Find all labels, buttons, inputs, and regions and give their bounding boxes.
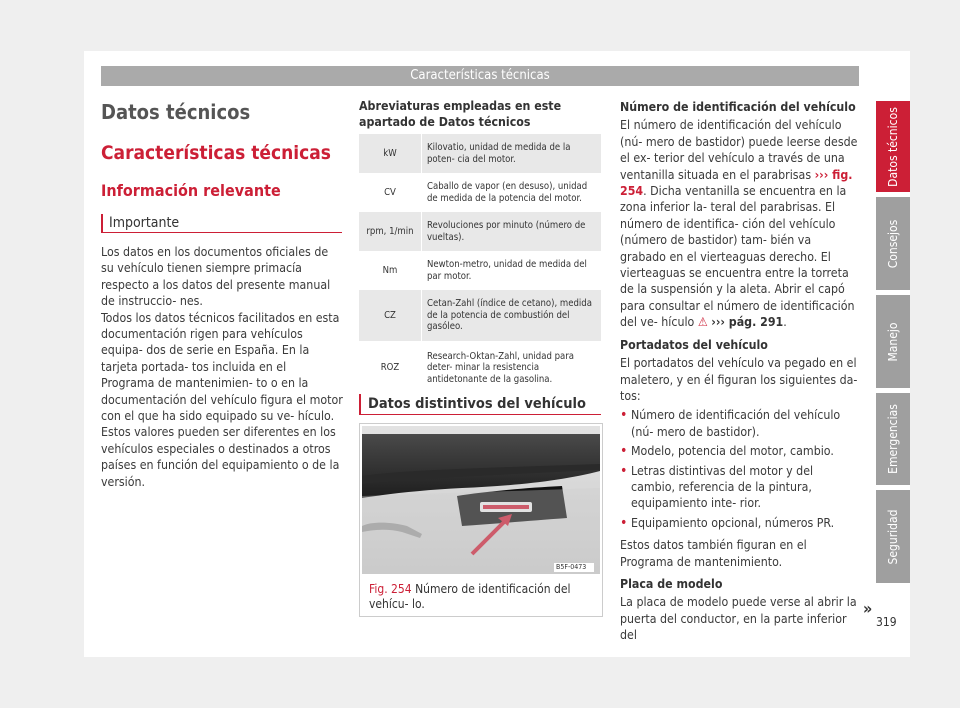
- table-row: [359, 173, 601, 212]
- portadatos-list: [620, 407, 860, 531]
- portadatos-title: Portadatos del vehículo: [620, 337, 768, 352]
- continued-marker: »: [863, 599, 873, 618]
- vin-text-1: El número de identificación del vehículo (nú- mero de bastidor) puede leerse desde el ex- terior del vehículo a través de una ventanilla situada en el parabrisas: [620, 118, 858, 182]
- figure-caption: [369, 582, 595, 612]
- abbr-key: CV: [359, 173, 422, 212]
- photo-code: B5F-0473: [556, 563, 587, 571]
- page-link[interactable]: ››› pág. 291: [711, 315, 784, 330]
- abbr-definition: Kilovatio, unidad de medida de la poten- cia del motor.: [422, 134, 602, 173]
- vin-title: Número de identificación del vehículo: [620, 100, 856, 114]
- paragraph: Estos valores pueden ser diferentes en los vehículos especiales o destinados a otros países en función del equipamiento o de la versión.: [101, 425, 340, 489]
- vehicle-data-title: Datos distintivos del vehículo: [368, 396, 586, 412]
- tab-seguridad[interactable]: [876, 490, 910, 583]
- table-row: [359, 212, 601, 251]
- placa-title: Placa de modelo: [620, 576, 723, 591]
- figure-caption-text: Número de identificación del vehícu- lo.: [369, 582, 571, 611]
- abbr-key: kW: [359, 134, 422, 173]
- section-title: Características técnicas: [101, 142, 331, 164]
- estos-paragraph: Estos datos también figuran en el Programa de mantenimiento.: [620, 538, 807, 569]
- abbreviations-title: Abreviaturas empleadas en este apartado de Datos técnicos: [359, 99, 562, 129]
- table-row: [359, 290, 601, 341]
- column-3-body: [620, 99, 860, 644]
- tab-consejos[interactable]: [876, 197, 910, 290]
- figure-label: Fig. 254: [369, 582, 412, 596]
- abbr-definition: Caballo de vapor (en desuso), unidad de medida de la potencia del motor.: [422, 173, 602, 212]
- table-row: [359, 251, 601, 290]
- abbr-definition: Research-Oktan-Zahl, unidad para deter- minar la resistencia antidetonante de la gasolina.: [422, 341, 602, 396]
- vin-paragraph: [620, 117, 860, 330]
- list-item: • Equipamiento opcional, números PR.: [620, 515, 860, 531]
- abbr-definition: Cetan-Zahl (índice de cetano), medida de la potencia de combustión del gasóleo.: [422, 290, 602, 341]
- page-number: 319: [876, 615, 897, 629]
- table-row: [359, 134, 601, 173]
- figure-254: [359, 423, 603, 617]
- paragraph: Los datos en los documentos oficiales de su vehículo tienen siempre primacía respecto a los datos del presente manual de instruccio- nes.: [101, 245, 331, 309]
- heading-underline: [101, 232, 342, 233]
- vin-text-end: .: [783, 315, 787, 330]
- placa-paragraph: La placa de modelo puede verse al abrir la puerta del conductor, en la parte inferior del: [620, 595, 857, 643]
- column-1-body: [101, 244, 343, 490]
- abbreviations-table: [359, 134, 601, 395]
- windshield-photo: [362, 426, 600, 574]
- abbr-definition: Newton-metro, unidad de medida del par motor.: [422, 251, 602, 290]
- heading-underline: [359, 414, 601, 415]
- list-item: • Modelo, potencia del motor, cambio.: [620, 443, 860, 459]
- page-header: Características técnicas: [101, 66, 859, 86]
- heading-accent-bar: [359, 394, 361, 415]
- heading-accent-bar: [101, 214, 103, 233]
- tab-label: Seguridad: [886, 509, 900, 564]
- paragraph: Todos los datos técnicos facilitados en esta documentación rigen para vehículos equipa- dos de serie en España. En la tarjeta portada- tos incluida en el Programa de mantenimien- to o en la documentación del vehículo figura el motor con el que ha sido equipado su ve- hículo.: [101, 310, 343, 424]
- tab-label: Datos técnicos: [886, 106, 900, 187]
- abbr-key: Nm: [359, 251, 422, 290]
- abbr-key: ROZ: [359, 341, 422, 396]
- important-heading: Importante: [109, 215, 180, 231]
- tab-label: Manejo: [886, 321, 900, 362]
- list-item: • Letras distintivas del motor y del cambio, referencia de la pintura, equipamiento inte- rior.: [620, 463, 860, 512]
- chapter-title: Datos técnicos: [101, 100, 251, 124]
- abbr-key: CZ: [359, 290, 422, 341]
- windshield-illustration: [362, 426, 600, 574]
- tab-emergencias[interactable]: [876, 393, 910, 485]
- tab-label: Emergencias: [886, 404, 900, 474]
- figure-link[interactable]: ››› fig. 254: [620, 167, 853, 199]
- subsection-title: Información relevante: [101, 181, 281, 200]
- warning-icon: ⚠: [697, 315, 708, 330]
- abbr-key: rpm, 1/min: [359, 212, 422, 251]
- list-item: • Número de identificación del vehículo (nú- mero de bastidor).: [620, 407, 860, 440]
- tab-datos-tecnicos[interactable]: [876, 101, 910, 192]
- vin-text-2: . Dicha ventanilla se encuentra en la zona inferior la- teral del parabrisas. El número de identifica- ción del vehículo (número de bastidor) tam- bién va grabado en el vierteaguas derecho. El vierteaguas se encuentra entre la torreta de la suspensión y la aleta. Abrir el capó para consultar el número de identificación del ve- hículo: [620, 184, 855, 330]
- portadatos-paragraph: El portadatos del vehículo va pegado en el maletero, y en él figuran los siguientes da- tos:: [620, 356, 858, 403]
- tab-label: Consejos: [886, 219, 900, 268]
- table-row: [359, 341, 601, 396]
- abbr-definition: Revoluciones por minuto (número de vueltas).: [422, 212, 602, 251]
- tab-manejo[interactable]: [876, 295, 910, 388]
